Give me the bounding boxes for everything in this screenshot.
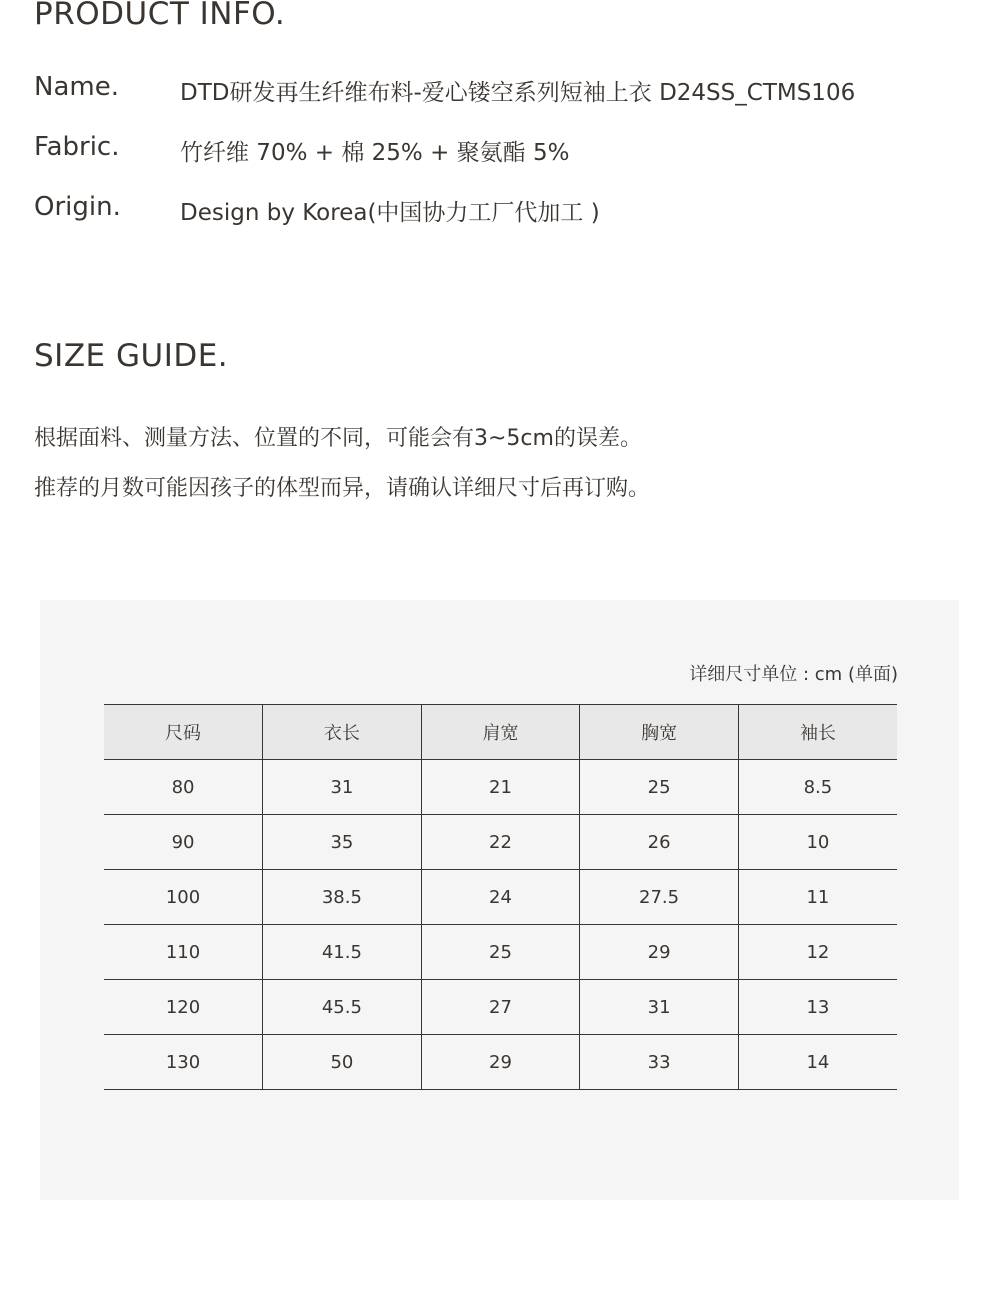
table-row xyxy=(104,870,897,925)
table-cell: 14 xyxy=(738,1035,897,1090)
header-size: 尺码 xyxy=(104,705,263,760)
product-info-heading: PRODUCT INFO. xyxy=(34,0,286,32)
size-chart-panel xyxy=(40,600,959,1200)
table-row xyxy=(104,925,897,980)
table-cell: 27 xyxy=(421,980,580,1035)
table-row xyxy=(104,980,897,1035)
origin-value: Design by Korea(中国协力工厂代加工 ) xyxy=(180,200,600,226)
info-row-name xyxy=(34,72,964,112)
table-row xyxy=(104,760,897,815)
table-cell: 12 xyxy=(738,925,897,980)
table-cell: 21 xyxy=(421,760,580,815)
table-cell: 31 xyxy=(263,760,422,815)
table-cell: 130 xyxy=(104,1035,263,1090)
table-cell: 38.5 xyxy=(263,870,422,925)
header-chest: 胸宽 xyxy=(580,705,739,760)
table-cell: 24 xyxy=(421,870,580,925)
table-cell: 50 xyxy=(263,1035,422,1090)
size-guide-heading: SIZE GUIDE. xyxy=(34,338,229,374)
table-cell: 22 xyxy=(421,815,580,870)
size-table xyxy=(104,704,897,1090)
table-cell: 27.5 xyxy=(580,870,739,925)
header-length: 衣长 xyxy=(263,705,422,760)
table-cell: 33 xyxy=(580,1035,739,1090)
table-cell: 29 xyxy=(580,925,739,980)
table-cell: 25 xyxy=(421,925,580,980)
table-cell: 26 xyxy=(580,815,739,870)
fabric-label: Fabric. xyxy=(34,132,120,162)
table-cell: 110 xyxy=(104,925,263,980)
table-cell: 35 xyxy=(263,815,422,870)
table-cell: 41.5 xyxy=(263,925,422,980)
info-row-fabric xyxy=(34,132,964,172)
table-header-row xyxy=(104,705,897,760)
table-cell: 90 xyxy=(104,815,263,870)
table-row xyxy=(104,1035,897,1090)
table-cell: 100 xyxy=(104,870,263,925)
info-row-origin xyxy=(34,192,964,232)
table-cell: 8.5 xyxy=(738,760,897,815)
name-value: DTD研发再生纤维布料-爱心镂空系列短袖上衣 D24SS_CTMS106 xyxy=(180,80,856,106)
measurement-note: 根据面料、测量方法、位置的不同，可能会有3~5cm的误差。 xyxy=(34,426,642,451)
name-label: Name. xyxy=(34,72,119,102)
unit-note: 详细尺寸单位 : cm (单面) xyxy=(689,664,898,685)
table-cell: 11 xyxy=(738,870,897,925)
table-row xyxy=(104,815,897,870)
table-cell: 13 xyxy=(738,980,897,1035)
table-cell: 45.5 xyxy=(263,980,422,1035)
table-cell: 29 xyxy=(421,1035,580,1090)
table-cell: 80 xyxy=(104,760,263,815)
table-cell: 31 xyxy=(580,980,739,1035)
origin-label: Origin. xyxy=(34,192,121,222)
recommendation-note: 推荐的月数可能因孩子的体型而异，请确认详细尺寸后再订购。 xyxy=(34,476,651,501)
table-cell: 10 xyxy=(738,815,897,870)
table-cell: 25 xyxy=(580,760,739,815)
fabric-value: 竹纤维 70% + 棉 25% + 聚氨酯 5% xyxy=(180,140,570,166)
header-sleeve: 袖长 xyxy=(738,705,897,760)
table-cell: 120 xyxy=(104,980,263,1035)
header-shoulder: 肩宽 xyxy=(421,705,580,760)
